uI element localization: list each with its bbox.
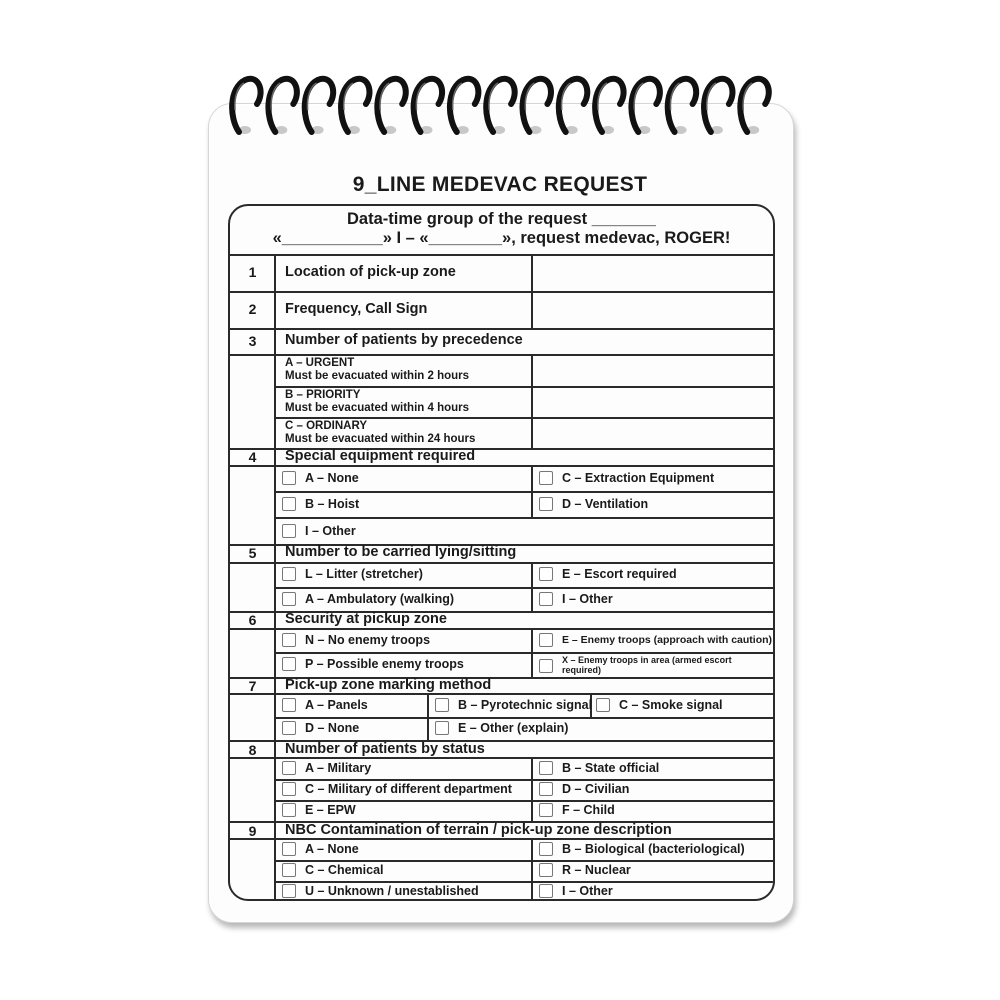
checkbox[interactable] [435, 721, 449, 735]
checkbox[interactable] [282, 471, 296, 485]
row-number: 2 [248, 301, 257, 317]
precedence-ordinary: C – ORDINARY Must be evacuated within 24 hours [285, 420, 476, 445]
medevac-form [228, 204, 775, 901]
checkbox[interactable] [282, 592, 296, 606]
checkbox[interactable] [282, 761, 296, 775]
row-label: Pick-up zone marking method [285, 677, 492, 693]
divider [531, 838, 533, 901]
row-number: 7 [248, 678, 257, 694]
divider [531, 254, 533, 328]
form-title: 9_LINE MEDEVAC REQUEST [352, 173, 648, 196]
checkbox-option[interactable]: D – Ventilation [539, 497, 648, 511]
checkbox-option[interactable]: B – Hoist [282, 497, 359, 511]
checkbox[interactable] [282, 633, 296, 647]
checkbox[interactable] [539, 567, 553, 581]
checkbox[interactable] [435, 698, 449, 712]
checkbox[interactable] [596, 698, 610, 712]
divider [275, 386, 773, 388]
row-label: Number of patients by status [285, 741, 485, 757]
row-number: 3 [248, 333, 257, 349]
checkbox[interactable] [282, 782, 296, 796]
divider [531, 757, 533, 821]
checkbox[interactable] [282, 721, 296, 735]
divider [275, 881, 773, 883]
divider [531, 628, 533, 677]
checkbox-option[interactable]: P – Possible enemy troops [282, 657, 464, 671]
divider [274, 254, 276, 899]
checkbox[interactable] [539, 884, 553, 898]
divider [275, 587, 773, 589]
row-number: 9 [248, 823, 257, 839]
checkbox-option[interactable]: E – Enemy troops (approach with caution) [539, 633, 772, 647]
checkbox-option[interactable]: F – Child [539, 803, 615, 817]
checkbox[interactable] [282, 842, 296, 856]
checkbox-option[interactable]: I – Other [539, 592, 613, 606]
header-line-2: «___________» I – «________», request medevac, ROGER! [272, 229, 731, 247]
checkbox-option[interactable]: D – None [282, 721, 359, 735]
divider [531, 562, 533, 611]
checkbox-option[interactable]: E – Other (explain) [435, 721, 568, 735]
checkbox-option[interactable]: A – Military [282, 761, 371, 775]
row-number: 8 [248, 742, 257, 758]
checkbox[interactable] [539, 497, 553, 511]
divider [230, 628, 773, 630]
checkbox-option[interactable]: X – Enemy troops in area (armed escort required) [539, 656, 772, 675]
row-label: Number of patients by precedence [285, 332, 523, 348]
checkbox-option[interactable]: U – Unknown / unestablished [282, 884, 479, 898]
checkbox[interactable] [282, 698, 296, 712]
checkbox-option[interactable]: I – Other [539, 884, 613, 898]
header-line-1: Data-time group of the request _______ [346, 210, 656, 228]
checkbox-option[interactable]: C – Smoke signal [596, 698, 723, 712]
row-number: 4 [248, 449, 257, 465]
divider [427, 693, 429, 740]
checkbox[interactable] [539, 659, 553, 673]
divider [275, 860, 773, 862]
divider [230, 254, 773, 256]
checkbox-option[interactable]: C – Military of different department [282, 782, 512, 796]
checkbox[interactable] [282, 567, 296, 581]
row-label: Frequency, Call Sign [285, 301, 428, 317]
checkbox-option[interactable]: A – None [282, 842, 359, 856]
precedence-urgent: A – URGENT Must be evacuated within 2 hours [285, 357, 470, 382]
checkbox-option[interactable]: A – Panels [282, 698, 368, 712]
row-number: 6 [248, 612, 257, 628]
checkbox[interactable] [539, 782, 553, 796]
divider [531, 465, 533, 517]
checkbox[interactable] [539, 863, 553, 877]
divider [275, 652, 773, 654]
divider [275, 800, 773, 802]
checkbox-option[interactable]: C – Extraction Equipment [539, 471, 714, 485]
divider [230, 562, 773, 564]
checkbox[interactable] [539, 471, 553, 485]
row-number: 5 [248, 545, 257, 561]
precedence-priority: B – PRIORITY Must be evacuated within 4 hours [285, 389, 470, 414]
checkbox-option[interactable]: D – Civilian [539, 782, 629, 796]
checkbox-option[interactable]: B – State official [539, 761, 659, 775]
checkbox[interactable] [282, 497, 296, 511]
checkbox-option[interactable]: I – Other [282, 524, 356, 538]
checkbox-option[interactable]: L – Litter (stretcher) [282, 567, 423, 581]
checkbox-option[interactable]: B – Pyrotechnic signal [435, 698, 592, 712]
checkbox-option[interactable]: A – None [282, 471, 359, 485]
divider [230, 354, 773, 356]
row-label: Number to be carried lying/sitting [285, 544, 517, 560]
divider [230, 291, 773, 293]
checkbox-option[interactable]: R – Nuclear [539, 863, 631, 877]
row-label: Location of pick-up zone [285, 264, 456, 280]
checkbox-option[interactable]: A – Ambulatory (walking) [282, 592, 454, 606]
checkbox[interactable] [282, 657, 296, 671]
divider [230, 465, 773, 467]
divider [275, 717, 773, 719]
checkbox[interactable] [282, 863, 296, 877]
divider [230, 693, 773, 695]
form-header [230, 206, 773, 254]
row-label: Special equipment required [285, 448, 476, 464]
checkbox[interactable] [539, 803, 553, 817]
divider [230, 328, 773, 330]
checkbox[interactable] [282, 803, 296, 817]
checkbox-option[interactable]: C – Chemical [282, 863, 384, 877]
divider [230, 757, 773, 759]
divider [275, 517, 773, 519]
checkbox[interactable] [539, 592, 553, 606]
checkbox[interactable] [539, 633, 553, 647]
checkbox-option[interactable]: E – EPW [282, 803, 356, 817]
checkbox[interactable] [282, 884, 296, 898]
divider [275, 779, 773, 781]
checkbox-option[interactable]: N – No enemy troops [282, 633, 430, 647]
checkbox[interactable] [539, 761, 553, 775]
checkbox[interactable] [282, 524, 296, 538]
row-number: 1 [248, 264, 257, 280]
divider [230, 838, 773, 840]
checkbox-option[interactable]: E – Escort required [539, 567, 677, 581]
row-label: NBC Contamination of terrain / pick-up zone description [285, 822, 672, 838]
row-label: Security at pickup zone [285, 611, 447, 627]
checkbox-option[interactable]: B – Biological (bacteriological) [539, 842, 745, 856]
checkbox[interactable] [539, 842, 553, 856]
divider [275, 491, 773, 493]
divider [275, 417, 773, 419]
divider [531, 354, 533, 448]
